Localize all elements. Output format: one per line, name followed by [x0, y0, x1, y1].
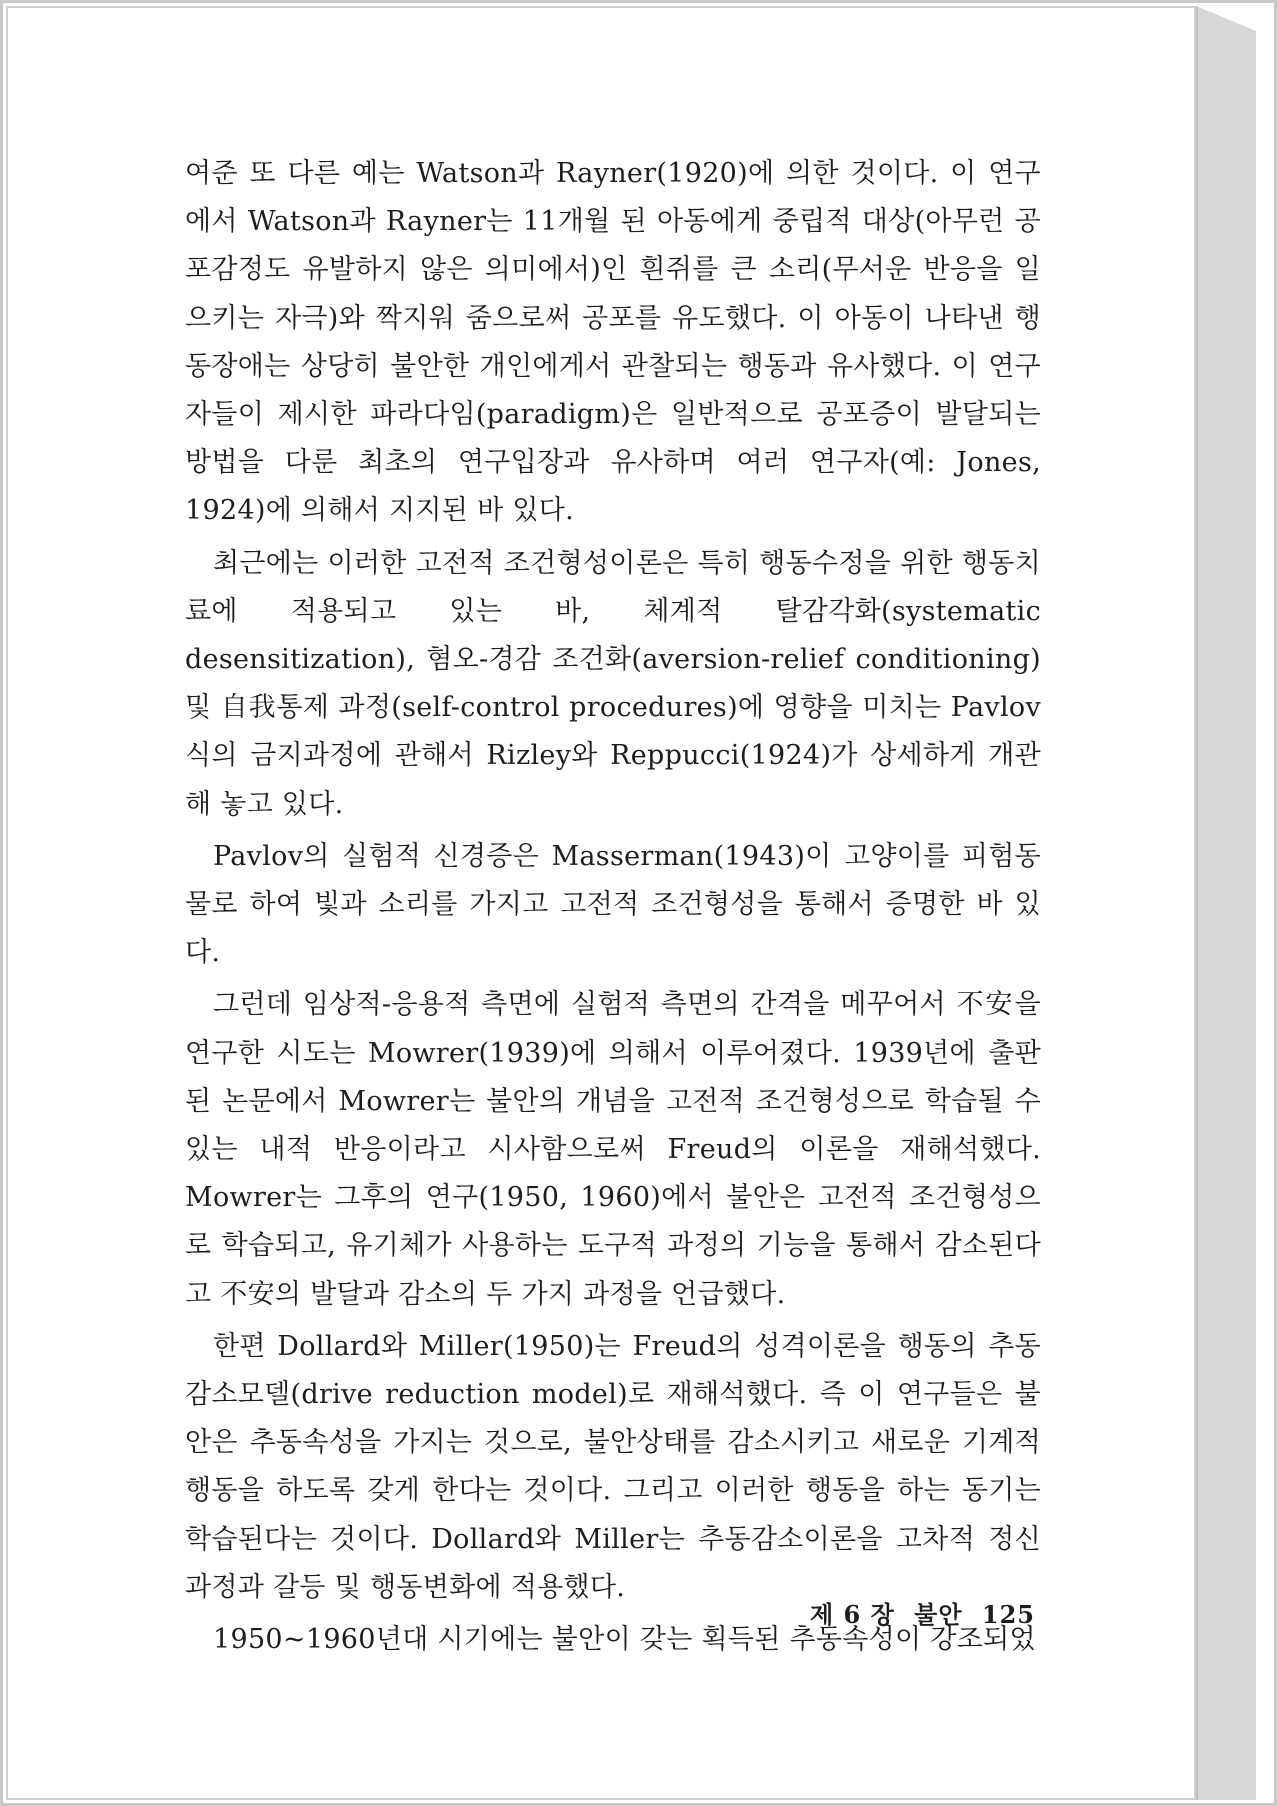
page-number: 125	[981, 1600, 1035, 1629]
body-text	[185, 150, 1041, 1668]
running-footer	[810, 1595, 1045, 1630]
paragraph-6: 1950~1960년대 시기에는 불안이 갖는 획득된 추동속성이 강조되었	[213, 1624, 1036, 1656]
paragraph-3: Pavlov의 실험적 신경증은 Masserman(1943)이 고양이를 피험동물로 하여 빛과 소리를 가지고 고전적 조건형성을 통해서 증명한 바 있다.	[185, 840, 1041, 969]
footer-chapter: 제 6 장	[810, 1600, 895, 1629]
paragraph-4: 그런데 임상적-응용적 측면에 실험적 측면의 간격을 메꾸어서 不安을 연구한 시도는 Mowrer(1939)에 의해서 이루어졌다. 1939년에 출판된 논문에서 Mowrer는 불안의 개념을 고전적 조건형성으로 학습될 수 있는 내적 반응이라고 시사함으로써 Freud의 이론을 재해석했다. Mowrer는 그후의 연구(1950, 1960)에서 불안은 고전적 조건형성으로 학습되고, 유기체가 사용하는 도구적 과정의 기능을 통해서 감소된다고 不安의 발달과 감소의 두 가지 과정을 언급했다.	[185, 989, 1041, 1310]
page-stack-edge	[1196, 6, 1256, 1800]
paragraph-1: 여준 또 다른 예는 Watson과 Rayner(1920)에 의한 것이다. 이 연구에서 Watson과 Rayner는 11개월 된 아동에게 중립적 대상(아무런 공포감정도 유발하지 않은 의미에서)인 흰쥐를 큰 소리(무서운 반응을 일으키는 자극)와 짝지워 줌으로써 공포를 유도했다. 이 아동이 나타낸 행동장애는 상당히 불안한 개인에게서 관찰되는 행동과 유사했다. 이 연구자들이 제시한 파라다임(paradigm)은 일반적으로 공포증이 발달되는 방법을 다룬 최초의 연구입장과 유사하며 여러 연구자(예: Jones, 1924)에 의해서 지지된 바 있다.	[185, 158, 1041, 527]
footer-title: 불안	[914, 1600, 963, 1629]
paragraph-5: 한편 Dollard와 Miller(1950)는 Freud의 성격이론을 행동의 추동감소모델(drive reduction model)로 재해석했다. 즉 이 연구들은 불안은 추동속성을 가지는 것으로, 불안상태를 감소시키고 새로운 기계적 행동을 하도록 갖게 한다는 것이다. 그리고 이러한 행동을 하는 동기는 학습된다는 것이다. Dollard와 Miller는 추동감소이론을 고차적 정신과정과 갈등 및 행동변화에 적용했다.	[185, 1330, 1041, 1603]
paragraph-2: 최근에는 이러한 고전적 조건형성이론은 특히 행동수정을 위한 행동치료에 적용되고 있는 바, 체계적 탈감각화(systematic desensitization), 혐오-경감 조건화(aversion-relief conditioning) 및 自我통제 과정(self-control procedures)에 영향을 미치는 Pavlov식의 금지과정에 관해서 Rizley와 Reppucci(1924)가 상세하게 개관해 놓고 있다.	[185, 547, 1041, 820]
